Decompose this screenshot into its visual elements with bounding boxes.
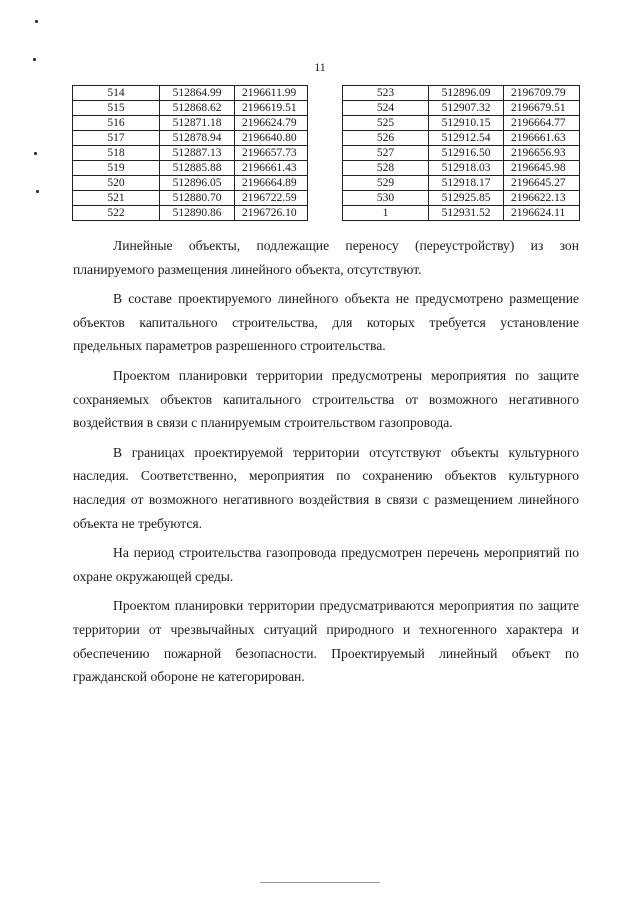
x-coordinate-cell: 512885.88 [160, 161, 235, 176]
x-coordinate-cell: 512864.99 [160, 86, 235, 101]
x-coordinate-cell: 512890.86 [160, 206, 235, 221]
x-coordinate-cell: 512896.09 [429, 86, 504, 101]
coordinate-table-left [72, 85, 308, 221]
point-number-cell: 526 [343, 131, 429, 146]
table-row [73, 101, 308, 116]
paragraph: Проектом планировки территории предусмотрены мероприятия по защите сохраняемых объектов капитального строительства от возможного негативного воздействия в связи с планируемым строительством газопровода. [73, 367, 579, 431]
point-number-cell: 530 [343, 191, 429, 206]
paragraph: На период строительства газопровода предусмотрен перечень мероприятий по охране окружающей среды. [73, 545, 579, 584]
table-row [73, 146, 308, 161]
table-row [343, 191, 580, 206]
y-coordinate-cell: 2196624.79 [235, 116, 308, 131]
x-coordinate-cell: 512925.85 [429, 191, 504, 206]
x-coordinate-cell: 512910.15 [429, 116, 504, 131]
y-coordinate-cell: 2196664.77 [504, 116, 580, 131]
footer-rule [260, 882, 380, 883]
point-number-cell: 518 [73, 146, 160, 161]
point-number-cell: 529 [343, 176, 429, 191]
paragraph: В составе проектируемого линейного объекта не предусмотрено размещение объектов капитального строительства, для которых требуется установление предельных параметров разрешенного строительства. [73, 291, 579, 354]
point-number-cell: 524 [343, 101, 429, 116]
point-number-cell: 515 [73, 101, 160, 116]
scan-mark [33, 58, 36, 61]
table-row [73, 176, 308, 191]
table-row [343, 101, 580, 116]
table-row [343, 131, 580, 146]
table-row [73, 116, 308, 131]
table-row [343, 146, 580, 161]
y-coordinate-cell: 2196656.93 [504, 146, 580, 161]
point-number-cell: 528 [343, 161, 429, 176]
table-row [343, 176, 580, 191]
point-number-cell: 519 [73, 161, 160, 176]
y-coordinate-cell: 2196722.59 [235, 191, 308, 206]
scan-mark [35, 20, 38, 23]
paragraph: Линейные объекты, подлежащие переносу (переустройству) из зон планируемого размещения линейного объекта, отсутствуют. [73, 238, 579, 277]
y-coordinate-cell: 2196645.98 [504, 161, 580, 176]
y-coordinate-cell: 2196679.51 [504, 101, 580, 116]
point-number-cell: 1 [343, 206, 429, 221]
y-coordinate-cell: 2196645.27 [504, 176, 580, 191]
y-coordinate-cell: 2196709.79 [504, 86, 580, 101]
point-number-cell: 523 [343, 86, 429, 101]
page-number: 11 [314, 60, 326, 74]
y-coordinate-cell: 2196661.43 [235, 161, 308, 176]
coordinate-table-right [342, 85, 580, 221]
x-coordinate-cell: 512896.05 [160, 176, 235, 191]
table-row [73, 206, 308, 221]
x-coordinate-cell: 512880.70 [160, 191, 235, 206]
x-coordinate-cell: 512907.32 [429, 101, 504, 116]
y-coordinate-cell: 2196619.51 [235, 101, 308, 116]
table-row [73, 191, 308, 206]
x-coordinate-cell: 512916.50 [429, 146, 504, 161]
x-coordinate-cell: 512931.52 [429, 206, 504, 221]
point-number-cell: 521 [73, 191, 160, 206]
y-coordinate-cell: 2196661.63 [504, 131, 580, 146]
y-coordinate-cell: 2196657.73 [235, 146, 308, 161]
table-row [343, 161, 580, 176]
point-number-cell: 525 [343, 116, 429, 131]
table-row [343, 206, 580, 221]
y-coordinate-cell: 2196664.89 [235, 176, 308, 191]
table-row [343, 86, 580, 101]
point-number-cell: 522 [73, 206, 160, 221]
y-coordinate-cell: 2196640.80 [235, 131, 308, 146]
table-row [343, 116, 580, 131]
y-coordinate-cell: 2196622.13 [504, 191, 580, 206]
point-number-cell: 527 [343, 146, 429, 161]
x-coordinate-cell: 512912.54 [429, 131, 504, 146]
scan-mark [36, 190, 39, 193]
x-coordinate-cell: 512871.18 [160, 116, 235, 131]
scan-mark [34, 152, 37, 155]
y-coordinate-cell: 2196726.10 [235, 206, 308, 221]
point-number-cell: 516 [73, 116, 160, 131]
paragraph: В границах проектируемой территории отсутствуют объекты культурного наследия. Соответственно, мероприятия по сохранению объектов культурного наследия от возможного негативного воздействия в связи с размещением линейного объекта не требуются. [73, 444, 579, 531]
y-coordinate-cell: 2196624.11 [504, 206, 580, 221]
point-number-cell: 514 [73, 86, 160, 101]
x-coordinate-cell: 512868.62 [160, 101, 235, 116]
x-coordinate-cell: 512918.03 [429, 161, 504, 176]
point-number-cell: 520 [73, 176, 160, 191]
body-text [73, 234, 579, 695]
table-row [73, 131, 308, 146]
x-coordinate-cell: 512887.13 [160, 146, 235, 161]
paragraph: Проектом планировки территории предусматриваются мероприятия по защите территории от чрезвычайных ситуаций природного и техногенного характера и обеспечению пожарной безопасности. Проектируемый линейный объект по гражданской обороне не категорирован. [73, 598, 579, 685]
table-row [73, 86, 308, 101]
x-coordinate-cell: 512918.17 [429, 176, 504, 191]
x-coordinate-cell: 512878.94 [160, 131, 235, 146]
table-row [73, 161, 308, 176]
point-number-cell: 517 [73, 131, 160, 146]
y-coordinate-cell: 2196611.99 [235, 86, 308, 101]
